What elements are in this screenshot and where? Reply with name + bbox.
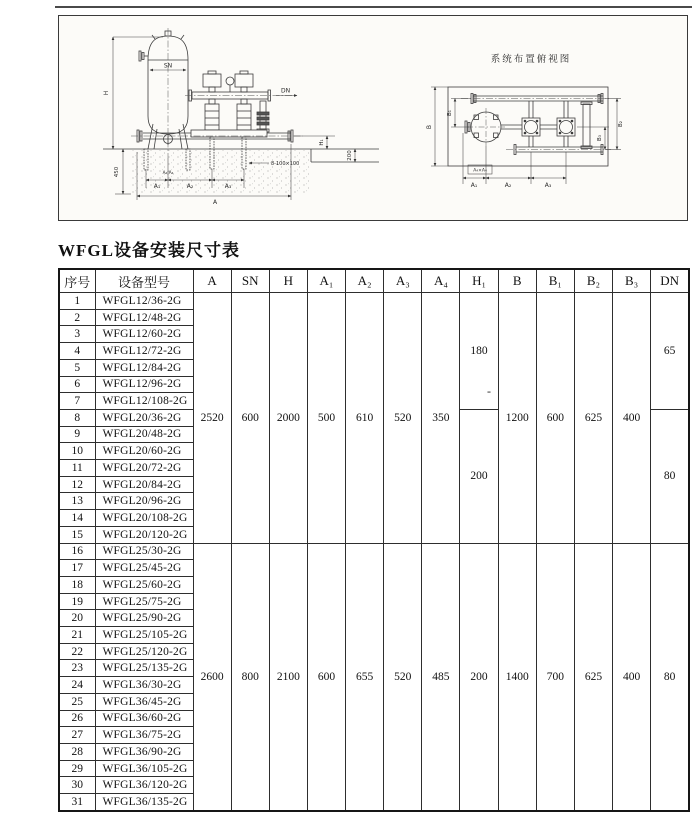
dim-label-b: B <box>426 124 433 130</box>
row-number-cell: 6 <box>59 376 95 393</box>
row-number-cell: 19 <box>59 593 95 610</box>
page-title: WFGL设备安装尺寸表 <box>58 241 240 260</box>
row-number-cell: 21 <box>59 627 95 644</box>
model-cell: WFGL36/120-2G <box>95 777 193 794</box>
value-cell: 600 <box>307 543 345 811</box>
dim-label-a2-top: A₂ <box>504 182 512 189</box>
header-cell: B <box>498 269 536 293</box>
model-cell: WFGL36/60-2G <box>95 710 193 727</box>
model-cell: WFGL12/96-2G <box>95 376 193 393</box>
value-cell: 350 <box>422 293 460 544</box>
value-cell: 65 <box>651 293 689 410</box>
header-cell: 序号 <box>59 269 95 293</box>
dim-label-a1-top: A₁ <box>470 182 478 189</box>
installation-diagram-panel <box>58 15 688 221</box>
model-cell: WFGL12/108-2G <box>95 393 193 410</box>
row-number-cell: 22 <box>59 643 95 660</box>
model-cell: WFGL25/105-2G <box>95 627 193 644</box>
header-cell: H <box>269 269 307 293</box>
row-number-cell: 1 <box>59 293 95 310</box>
row-number-cell: 14 <box>59 510 95 527</box>
header-cell: DN <box>651 269 689 293</box>
header-cell: A₁ <box>307 269 345 293</box>
stray-mark: - <box>487 384 491 398</box>
model-cell: WFGL20/72-2G <box>95 460 193 477</box>
anchor-bolt-note: 8-100×100 <box>271 161 300 167</box>
row-number-cell: 9 <box>59 426 95 443</box>
value-cell: 625 <box>574 543 612 811</box>
dim-label-b3: B₃ <box>597 135 603 141</box>
dim-label-450: 450 <box>114 166 120 178</box>
value-cell: 1400 <box>498 543 536 811</box>
header-cell: B₂ <box>574 269 612 293</box>
header-row <box>59 269 689 293</box>
dim-label-h1: H₁ <box>319 139 325 146</box>
value-cell: 625 <box>574 293 612 544</box>
row-number-cell: 8 <box>59 409 95 426</box>
model-cell: WFGL25/30-2G <box>95 543 193 560</box>
value-cell: 655 <box>346 543 384 811</box>
side-elevation-diagram <box>95 22 385 214</box>
value-cell: 520 <box>384 293 422 544</box>
header-cell: A₃ <box>384 269 422 293</box>
row-number-cell: 24 <box>59 677 95 694</box>
dim-label-a: A <box>212 199 218 206</box>
row-number-cell: 20 <box>59 610 95 627</box>
model-cell: WFGL12/72-2G <box>95 343 193 360</box>
model-cell: WFGL25/135-2G <box>95 660 193 677</box>
value-cell: 600 <box>536 293 574 544</box>
value-cell: 520 <box>384 543 422 811</box>
row-number-cell: 27 <box>59 727 95 744</box>
dim-label-a1: A₁ <box>153 183 161 190</box>
model-cell: WFGL25/120-2G <box>95 643 193 660</box>
dim-label-sn: SN <box>163 62 173 70</box>
value-cell: 400 <box>613 543 651 811</box>
row-number-cell: 10 <box>59 443 95 460</box>
value-cell: 485 <box>422 543 460 811</box>
header-cell: A₂ <box>346 269 384 293</box>
header-cell: A₄ <box>422 269 460 293</box>
value-cell: 600 <box>231 293 269 544</box>
model-cell: WFGL36/75-2G <box>95 727 193 744</box>
value-cell: 2600 <box>193 543 231 811</box>
model-cell: WFGL36/135-2G <box>95 794 193 811</box>
model-cell: WFGL25/75-2G <box>95 593 193 610</box>
header-cell: SN <box>231 269 269 293</box>
model-cell: WFGL20/84-2G <box>95 476 193 493</box>
table-row <box>59 543 689 560</box>
value-cell: 400 <box>613 293 651 544</box>
value-cell: 200 <box>460 543 498 811</box>
model-cell: WFGL25/60-2G <box>95 576 193 593</box>
value-cell: 80 <box>651 543 689 811</box>
row-number-cell: 15 <box>59 526 95 543</box>
row-number-cell: 2 <box>59 309 95 326</box>
row-number-cell: 28 <box>59 743 95 760</box>
row-number-cell: 23 <box>59 660 95 677</box>
row-number-cell: 4 <box>59 343 95 360</box>
dim-label-200: 200 <box>347 150 353 161</box>
row-number-cell: 13 <box>59 493 95 510</box>
model-cell: WFGL25/90-2G <box>95 610 193 627</box>
value-cell: 500 <box>307 293 345 544</box>
dim-label-a3-top: A₃ <box>544 182 552 189</box>
row-number-cell: 30 <box>59 777 95 794</box>
model-cell: WFGL20/96-2G <box>95 493 193 510</box>
row-number-cell: 25 <box>59 693 95 710</box>
scan-edge-line <box>55 6 692 8</box>
header-cell: B₃ <box>613 269 651 293</box>
model-cell: WFGL12/36-2G <box>95 293 193 310</box>
row-number-cell: 31 <box>59 794 95 811</box>
dim-label-dn: DN <box>281 87 291 95</box>
value-cell: 2000 <box>269 293 307 544</box>
row-number-cell: 7 <box>59 393 95 410</box>
dimension-table <box>58 268 690 812</box>
row-number-cell: 3 <box>59 326 95 343</box>
header-cell: B₁ <box>536 269 574 293</box>
plan-view-title: 系统布置俯视图 <box>490 54 572 65</box>
model-cell: WFGL20/108-2G <box>95 510 193 527</box>
value-cell: 180 <box>460 293 498 410</box>
dim-label-h: H <box>103 90 110 96</box>
value-cell: 200 <box>460 409 498 543</box>
model-cell: WFGL12/60-2G <box>95 326 193 343</box>
model-cell: WFGL20/48-2G <box>95 426 193 443</box>
value-cell: 700 <box>536 543 574 811</box>
model-cell: WFGL25/45-2G <box>95 560 193 577</box>
model-cell: WFGL20/36-2G <box>95 409 193 426</box>
model-cell: WFGL12/84-2G <box>95 359 193 376</box>
row-number-cell: 11 <box>59 460 95 477</box>
header-cell: H₁ <box>460 269 498 293</box>
table-row <box>59 293 689 310</box>
value-cell: 800 <box>231 543 269 811</box>
row-number-cell: 12 <box>59 476 95 493</box>
row-number-cell: 5 <box>59 359 95 376</box>
model-cell: WFGL36/45-2G <box>95 693 193 710</box>
row-number-cell: 17 <box>59 560 95 577</box>
dim-label-b1: B₁ <box>447 110 453 116</box>
model-cell: WFGL36/30-2G <box>95 677 193 694</box>
value-cell: 610 <box>346 293 384 544</box>
row-number-cell: 26 <box>59 710 95 727</box>
model-cell: WFGL20/120-2G <box>95 526 193 543</box>
dim-label-a2: A₂ <box>186 183 194 190</box>
plan-view-diagram <box>421 26 671 211</box>
row-number-cell: 18 <box>59 576 95 593</box>
model-cell: WFGL12/48-2G <box>95 309 193 326</box>
dim-label-b2: B₂ <box>618 121 624 127</box>
header-cell: A <box>193 269 231 293</box>
model-cell: WFGL20/60-2G <box>95 443 193 460</box>
dim-label-a3: A₃ <box>224 183 232 190</box>
value-cell: 2100 <box>269 543 307 811</box>
value-cell: 1200 <box>498 293 536 544</box>
row-number-cell: 16 <box>59 543 95 560</box>
value-cell: 80 <box>651 409 689 543</box>
row-number-cell: 29 <box>59 760 95 777</box>
dim-label-a4-pair: A₄¦A₄ <box>162 171 174 176</box>
model-cell: WFGL36/105-2G <box>95 760 193 777</box>
header-cell: 设备型号 <box>95 269 193 293</box>
dim-label-a4-box: A₄×A₄ <box>473 168 487 174</box>
model-cell: WFGL36/90-2G <box>95 743 193 760</box>
value-cell: 2520 <box>193 293 231 544</box>
